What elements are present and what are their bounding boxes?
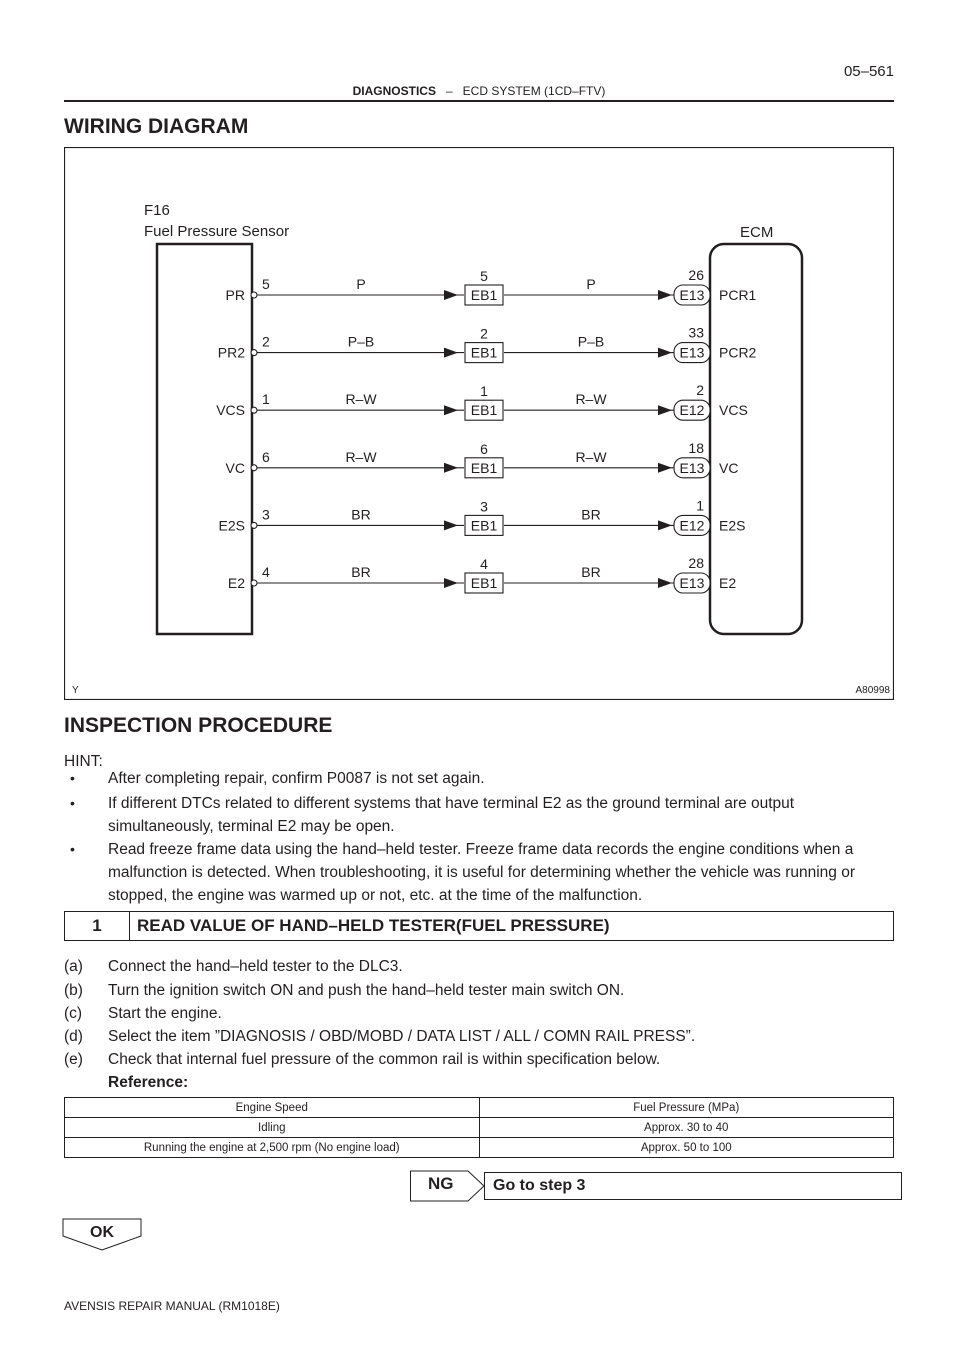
ecm-pin-number: 18	[688, 439, 704, 456]
corner-left-mark: Y	[72, 685, 79, 696]
junction-pin-number: 2	[480, 325, 488, 342]
hint-label: HINT:	[64, 753, 103, 770]
wire-color-label: R–W	[575, 448, 607, 465]
wire-rows	[216, 267, 756, 593]
junction-pin-number: 5	[480, 268, 488, 284]
wiring-diagram	[64, 147, 894, 700]
sensor-pin-number: 3	[262, 506, 270, 523]
junction-arrow	[444, 290, 458, 300]
table-header-row	[65, 1098, 894, 1118]
ecm-arrow	[658, 290, 672, 300]
ok-label: OK	[90, 1224, 114, 1241]
wire-color-label: BR	[581, 564, 601, 580]
table-cell: Approx. 30 to 40	[479, 1118, 894, 1138]
bullet-1-marker: •	[70, 770, 75, 786]
ecm-connector-label: E13	[679, 287, 705, 303]
item-e-text: Check that internal fuel pressure of the common rail is within specification below.	[108, 1051, 661, 1068]
go-to-step-3-link[interactable]: Go to step 3	[484, 1172, 902, 1200]
item-d-text: Select the item ”DIAGNOSIS / OBD/MOBD / DATA LIST / ALL / COMN RAIL PRESS”.	[108, 1028, 696, 1045]
step-number: 1	[65, 912, 130, 940]
sensor-terminal-circle	[251, 292, 257, 298]
bullet-2-text: If different DTCs related to different systems that have terminal E2 as the ground terminal are output simultaneously, terminal E2 may be open.	[108, 795, 795, 835]
header-dash: –	[445, 84, 453, 98]
ecm-pin-number: 28	[688, 555, 704, 571]
ecm-terminal-label: PCR2	[719, 344, 757, 361]
step-title: READ VALUE OF HAND–HELD TESTER(FUEL PRESSURE)	[137, 916, 610, 935]
ecm-connector-label: E12	[679, 517, 705, 534]
ecm-connector-label: E13	[679, 459, 705, 476]
wire-color-label: P	[586, 276, 596, 292]
ecm-connector-label: E13	[679, 575, 705, 591]
ng-label: NG	[428, 1174, 454, 1193]
sensor-terminal-label: PR2	[217, 344, 245, 361]
sensor-name: Fuel Pressure Sensor	[144, 223, 290, 240]
junction-connector-label: EB1	[470, 517, 498, 534]
ecm-arrow	[658, 520, 672, 530]
ecm-terminal-label: PCR1	[719, 287, 757, 303]
reference-label: Reference:	[108, 1074, 189, 1091]
reference-table	[64, 1097, 894, 1158]
junction-arrow	[444, 520, 458, 530]
figure-code: A80998	[855, 685, 890, 696]
item-b-text: Turn the ignition switch ON and push the hand–held tester main switch ON.	[108, 982, 625, 999]
sensor-terminal-circle	[251, 522, 257, 528]
ecm-pin-number: 1	[696, 497, 704, 514]
item-c-label: (c)	[64, 1005, 83, 1022]
bullet-1-text: After completing repair, confirm P0087 is not set again.	[108, 770, 485, 787]
junction-connector-label: EB1	[470, 575, 498, 591]
ecm-terminal-label: E2	[719, 575, 737, 591]
ecm-terminal-label: E2S	[719, 517, 746, 534]
junction-arrow	[444, 348, 458, 358]
wire-color-label: BR	[351, 506, 371, 523]
junction-pin-number: 4	[480, 556, 488, 572]
ecm-connector-label: E12	[679, 402, 705, 419]
wire-color-label: BR	[581, 506, 601, 523]
item-a-text: Connect the hand–held tester to the DLC3.	[108, 958, 403, 975]
sensor-terminal-label: VC	[225, 459, 245, 476]
ecm-connector-label: E13	[679, 344, 705, 361]
header-section: DIAGNOSTICS	[352, 84, 436, 98]
ecm-arrow	[658, 348, 672, 358]
wire-color-label: R–W	[345, 391, 377, 408]
ecm-label: ECM	[740, 224, 774, 241]
footer-manual: AVENSIS REPAIR MANUAL (RM1018E)	[64, 1299, 280, 1313]
junction-connector-label: EB1	[470, 402, 498, 419]
sensor-terminal-label: E2S	[218, 517, 245, 534]
item-d-label: (d)	[64, 1028, 83, 1045]
sensor-terminal-label: PR	[225, 287, 245, 303]
junction-arrow	[444, 405, 458, 415]
header-subsection: ECD SYSTEM (1CD–FTV)	[462, 84, 606, 98]
sensor-code: F16	[144, 202, 170, 219]
wire-color-label: P	[356, 276, 366, 292]
wire-color-label: R–W	[575, 391, 607, 408]
ecm-pin-number: 33	[688, 324, 704, 341]
ecm-terminal-label: VC	[719, 459, 739, 476]
item-a-label: (a)	[64, 958, 83, 975]
ecm-arrow	[658, 405, 672, 415]
sensor-terminal-circle	[251, 580, 257, 586]
sensor-pin-number: 5	[262, 276, 270, 292]
wire-color-label: P–B	[347, 333, 375, 350]
item-c-text: Start the engine.	[108, 1005, 222, 1022]
running-header	[64, 84, 894, 98]
table-cell: Approx. 50 to 100	[479, 1138, 894, 1158]
wiring-diagram-heading: WIRING DIAGRAM	[64, 115, 249, 138]
table-header-cell: Engine Speed	[65, 1098, 480, 1118]
page-number: 05–561	[843, 63, 894, 80]
bullet-3-text: Read freeze frame data using the hand–held tester. Freeze frame data records the engine conditions when a malfunction is detected. When troubleshooting, it is useful for determining whether the vehicle was running or stopped, the engine was warmed up or not, etc. at the time of the malfunction.	[108, 841, 855, 904]
table-cell: Idling	[65, 1118, 480, 1138]
sensor-terminal-circle	[251, 465, 257, 471]
bullet-2-marker: •	[70, 795, 75, 811]
bullet-3-marker: •	[70, 841, 75, 857]
junction-arrow	[444, 578, 458, 588]
sensor-terminal-label: VCS	[216, 402, 245, 419]
ecm-arrow	[658, 463, 672, 473]
ecm-pin-number: 26	[688, 267, 704, 283]
junction-connector-label: EB1	[470, 344, 498, 361]
inspection-heading: INSPECTION PROCEDURE	[64, 714, 333, 737]
sensor-terminal-circle	[251, 350, 257, 356]
sensor-pin-number: 4	[262, 564, 270, 580]
item-e-label: (e)	[64, 1051, 83, 1068]
junction-arrow	[444, 463, 458, 473]
ecm-terminal-label: VCS	[719, 402, 748, 419]
table-cell: Running the engine at 2,500 rpm (No engine load)	[65, 1138, 480, 1158]
wire-color-label: R–W	[345, 448, 377, 465]
sensor-pin-number: 1	[262, 391, 270, 408]
junction-pin-number: 3	[480, 498, 488, 515]
ecm-arrow	[658, 578, 672, 588]
item-b-label: (b)	[64, 982, 83, 999]
table-header-cell: Fuel Pressure (MPa)	[479, 1098, 894, 1118]
header-rule	[64, 100, 894, 102]
junction-pin-number: 6	[480, 440, 488, 457]
junction-pin-number: 1	[480, 383, 488, 400]
sensor-terminal-circle	[251, 407, 257, 413]
ecm-pin-number: 2	[696, 382, 704, 399]
table-row	[65, 1118, 894, 1138]
table-row	[65, 1138, 894, 1158]
sensor-pin-number: 6	[262, 448, 270, 465]
wire-color-label: P–B	[577, 333, 605, 350]
junction-connector-label: EB1	[470, 287, 498, 303]
sensor-pin-number: 2	[262, 333, 270, 350]
wire-color-label: BR	[351, 564, 371, 580]
junction-connector-label: EB1	[470, 459, 498, 476]
sensor-terminal-label: E2	[227, 575, 245, 591]
step-1-box	[64, 911, 894, 941]
